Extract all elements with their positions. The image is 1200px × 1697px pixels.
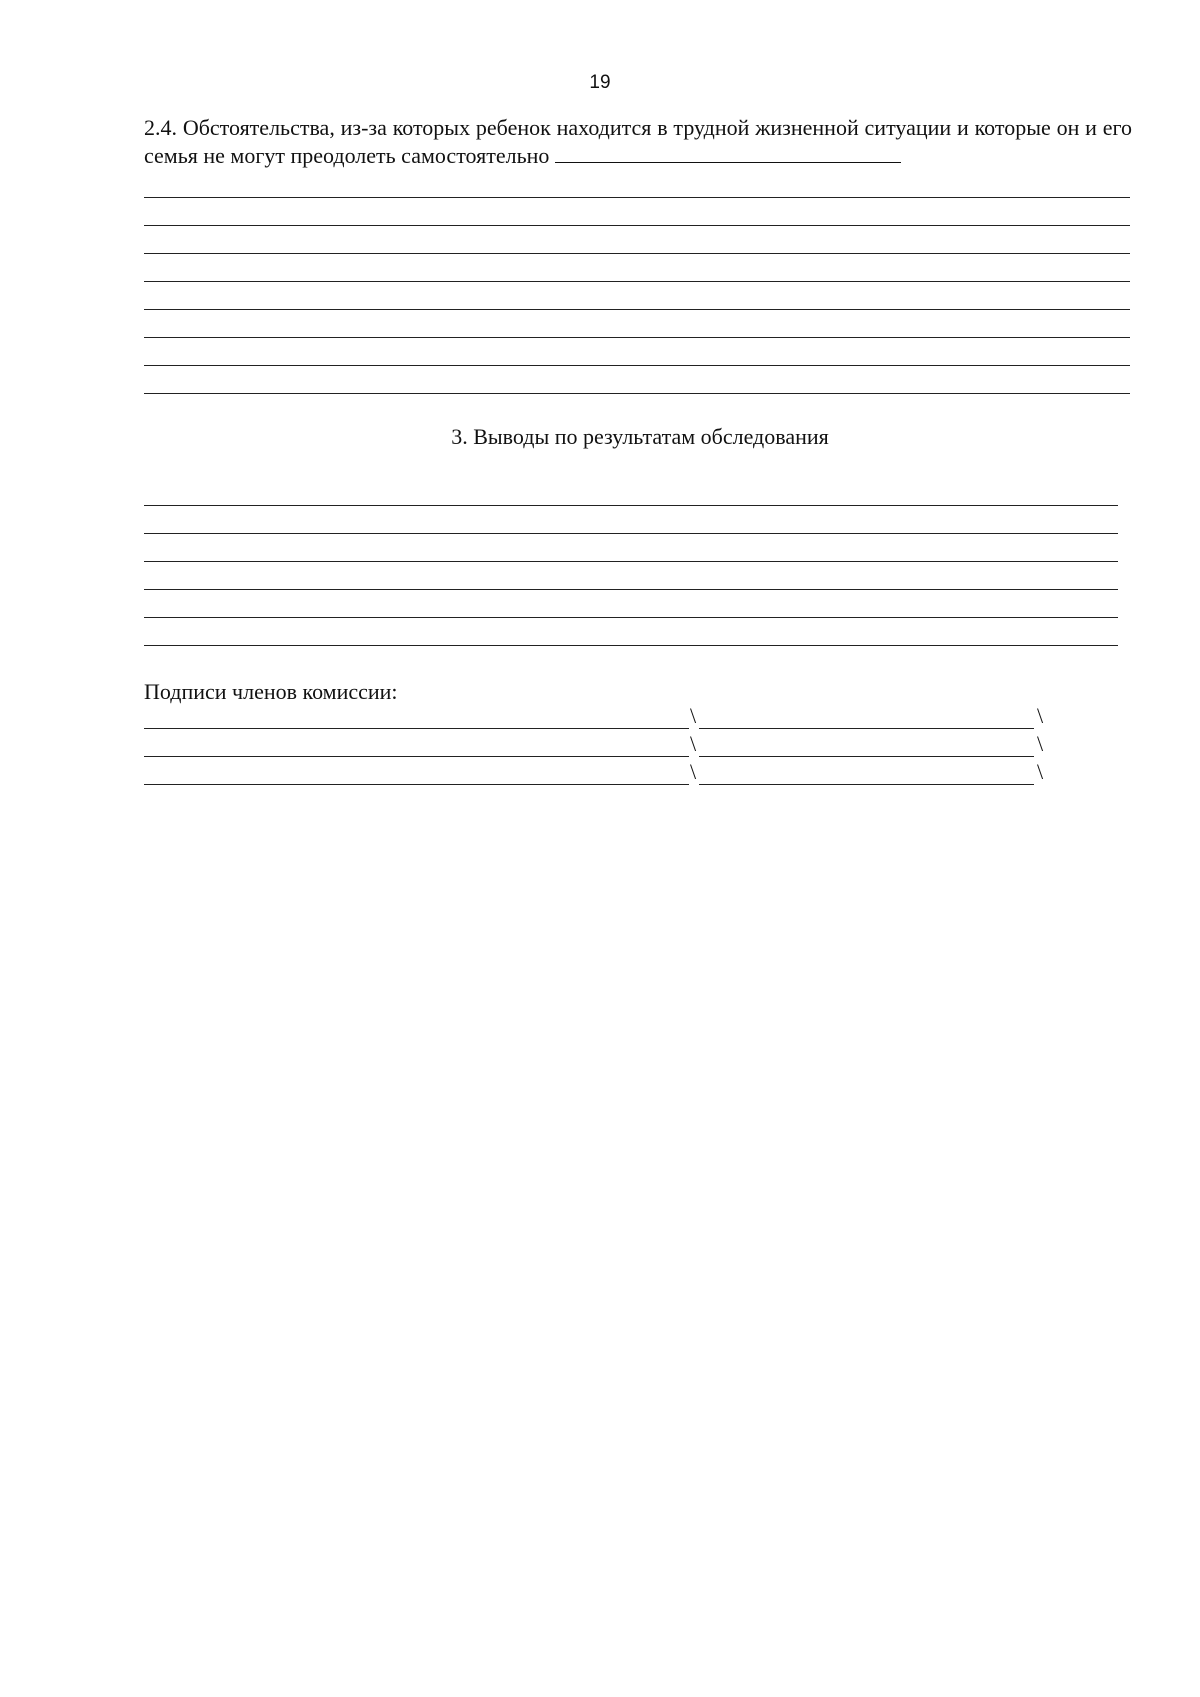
signature-row — [144, 731, 1044, 758]
answer-line — [144, 197, 1130, 198]
signature-separator: \ — [690, 731, 697, 756]
signature-separator: \ — [690, 759, 697, 784]
conclusion-line — [144, 645, 1118, 646]
answer-line — [144, 225, 1130, 226]
signature-name-line — [144, 734, 689, 757]
conclusion-line — [144, 617, 1118, 618]
answer-line — [144, 309, 1130, 310]
signature-row — [144, 759, 1044, 786]
signature-sign-line — [699, 762, 1034, 785]
answer-line — [144, 365, 1130, 366]
signature-separator: \ — [690, 703, 697, 728]
conclusion-line — [144, 533, 1118, 534]
conclusion-line — [144, 561, 1118, 562]
signature-row — [144, 703, 1044, 730]
section-3-heading: 3. Выводы по результатам обследования — [451, 424, 829, 449]
signature-separator: \ — [1037, 759, 1044, 784]
answer-line — [144, 337, 1130, 338]
answer-line — [144, 253, 1130, 254]
signature-separator: \ — [1037, 731, 1044, 756]
answer-line — [144, 393, 1130, 394]
inline-fill-line — [555, 144, 901, 163]
signature-name-line — [144, 762, 689, 785]
answer-line — [144, 281, 1130, 282]
section-2-4-label: 2.4. Обстоятельства, из-за которых ребенок находится в трудной жизненной ситуации и которые он и его семья не могут преодолеть самостоятельно — [144, 115, 1132, 168]
conclusion-line — [144, 505, 1118, 506]
section-2-4-text — [144, 114, 1132, 170]
signature-separator: \ — [1037, 703, 1044, 728]
signature-name-line — [144, 706, 689, 729]
signature-sign-line — [699, 706, 1034, 729]
signature-sign-line — [699, 734, 1034, 757]
page-number: 19 — [589, 72, 611, 93]
signatures-label: Подписи членов комиссии: — [144, 679, 398, 704]
conclusion-line — [144, 589, 1118, 590]
